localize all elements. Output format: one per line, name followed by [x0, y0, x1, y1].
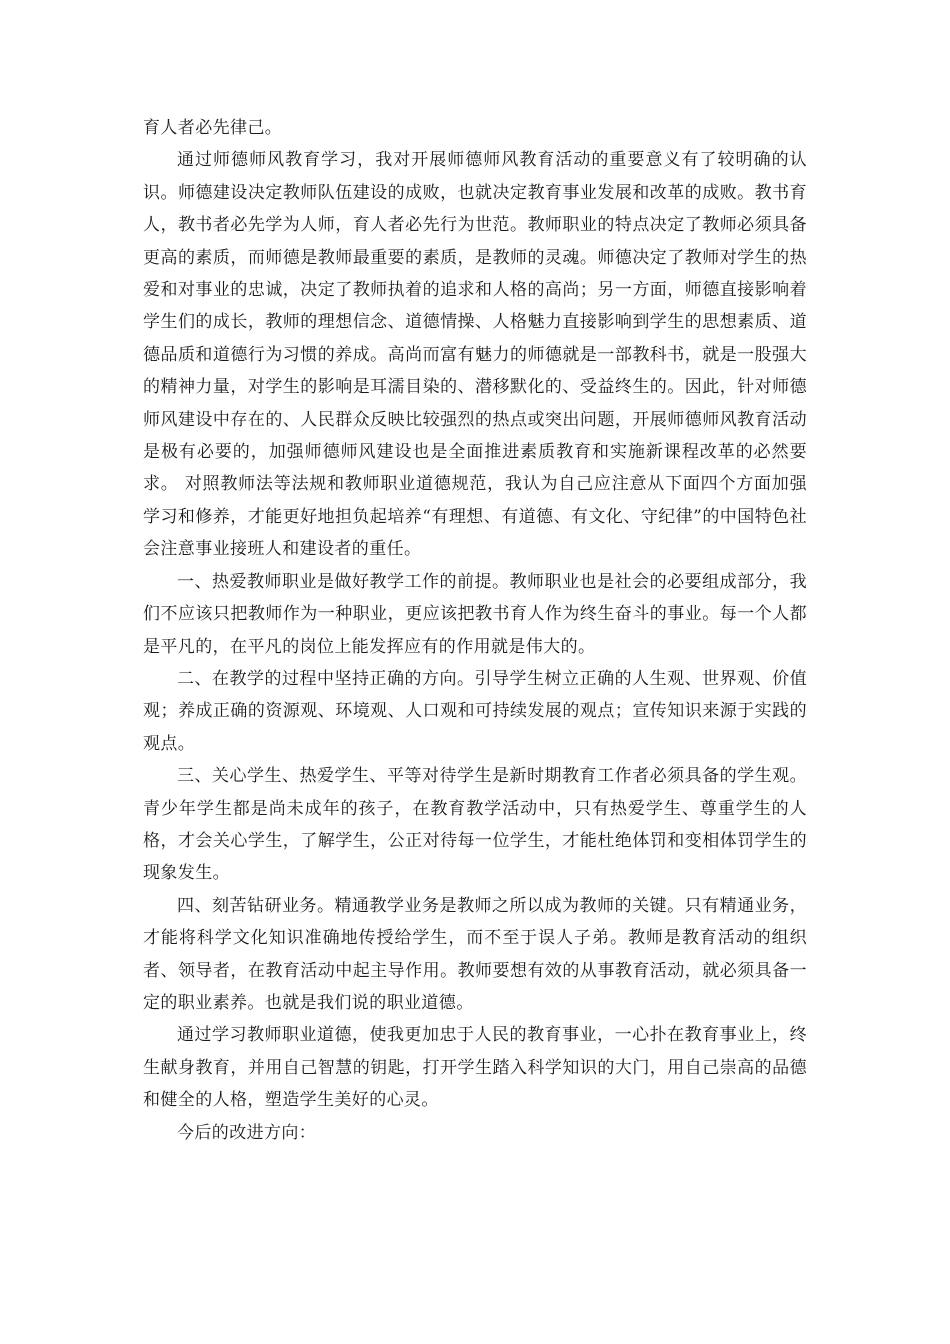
- paragraph-continuation: 育人者必先律己。: [143, 118, 283, 138]
- paragraph-point-two: 二、在教学的过程中坚持正确的方向。引导学生树立正确的人生观、世界观、价值观；养成正确的资源观、环境观、人口观和可持续发展的观点；宣传知识来源于实践的观点。: [143, 668, 807, 754]
- paragraph-point-four: 四、刻苦钻研业务。精通教学业务是教师之所以成为教师的关键。只有精通业务，才能将科学文化知识准确地传授给学生，而不至于误人子弟。教师是教育活动的组织者、领导者，在教育活动中起主导作用。教师要想有效的从事教育活动，就必须具备一定的职业素养。也就是我们说的职业道德。: [143, 895, 807, 1013]
- paragraph-conclusion: 通过学习教师职业道德，使我更加忠于人民的教育事业，一心扑在教育事业上，终生献身教育，并用自己智慧的钥匙，打开学生踏入科学知识的大门，用自己崇高的品德和健全的人格，塑造学生美好的心灵。: [143, 1025, 807, 1111]
- paragraph-point-one: 一、热爱教师职业是做好教学工作的前提。教师职业也是社会的必要组成部分，我们不应该只把教师作为一种职业，更应该把教书育人作为终生奋斗的事业。每一个人都是平凡的，在平凡的岗位上能发挥应有的作用就是伟大的。: [143, 571, 807, 657]
- paragraph-study-reflection: 通过师德师风教育学习，我对开展师德师风教育活动的重要意义有了较明确的认识。师德建设决定教师队伍建设的成败，也就决定教育事业发展和改革的成败。教书育人，教书者必先学为人师，育人者必先行为世范。教师职业的特点决定了教师必须具备更高的素质，而师德是教师最重要的素质，是教师的灵魂。师德决定了教师对学生的热爱和对事业的忠诚，决定了教师执着的追求和人格的高尚；另一方面，师德直接影响着学生们的成长，教师的理想信念、道德情操、人格魅力直接影响到学生的思想素质、道德品质和道德行为习惯的养成。高尚而富有魅力的师德就是一部教科书，就是一股强大的精神力量，对学生的影响是耳濡目染的、潜移默化的、受益终生的。因此，针对师德师风建设中存在的、人民群众反映比较强烈的热点或突出问题，开展师德师风教育活动是极有必要的，加强师德师风建设也是全面推进素质教育和实施新课程改革的必然要求。 对照教师法等法规和教师职业道德规范，我认为自己应注意从下面四个方面加强学习和修养，才能更好地担负起培养“有理想、有道德、有文化、守纪律”的中国特色社会注意事业接班人和建设者的重任。: [143, 150, 807, 560]
- paragraph-improvement-heading: 今后的改进方向：: [177, 1122, 317, 1143]
- document-page: [143, 112, 807, 1149]
- paragraph-point-three: 三、关心学生、热爱学生、平等对待学生是新时期教育工作者必须具备的学生观。青少年学生都是尚未成年的孩子，在教育教学活动中，只有热爱学生、尊重学生的人格，才会关心学生，了解学生，公正对待每一位学生，才能杜绝体罚和变相体罚学生的现象发生。: [143, 766, 807, 884]
